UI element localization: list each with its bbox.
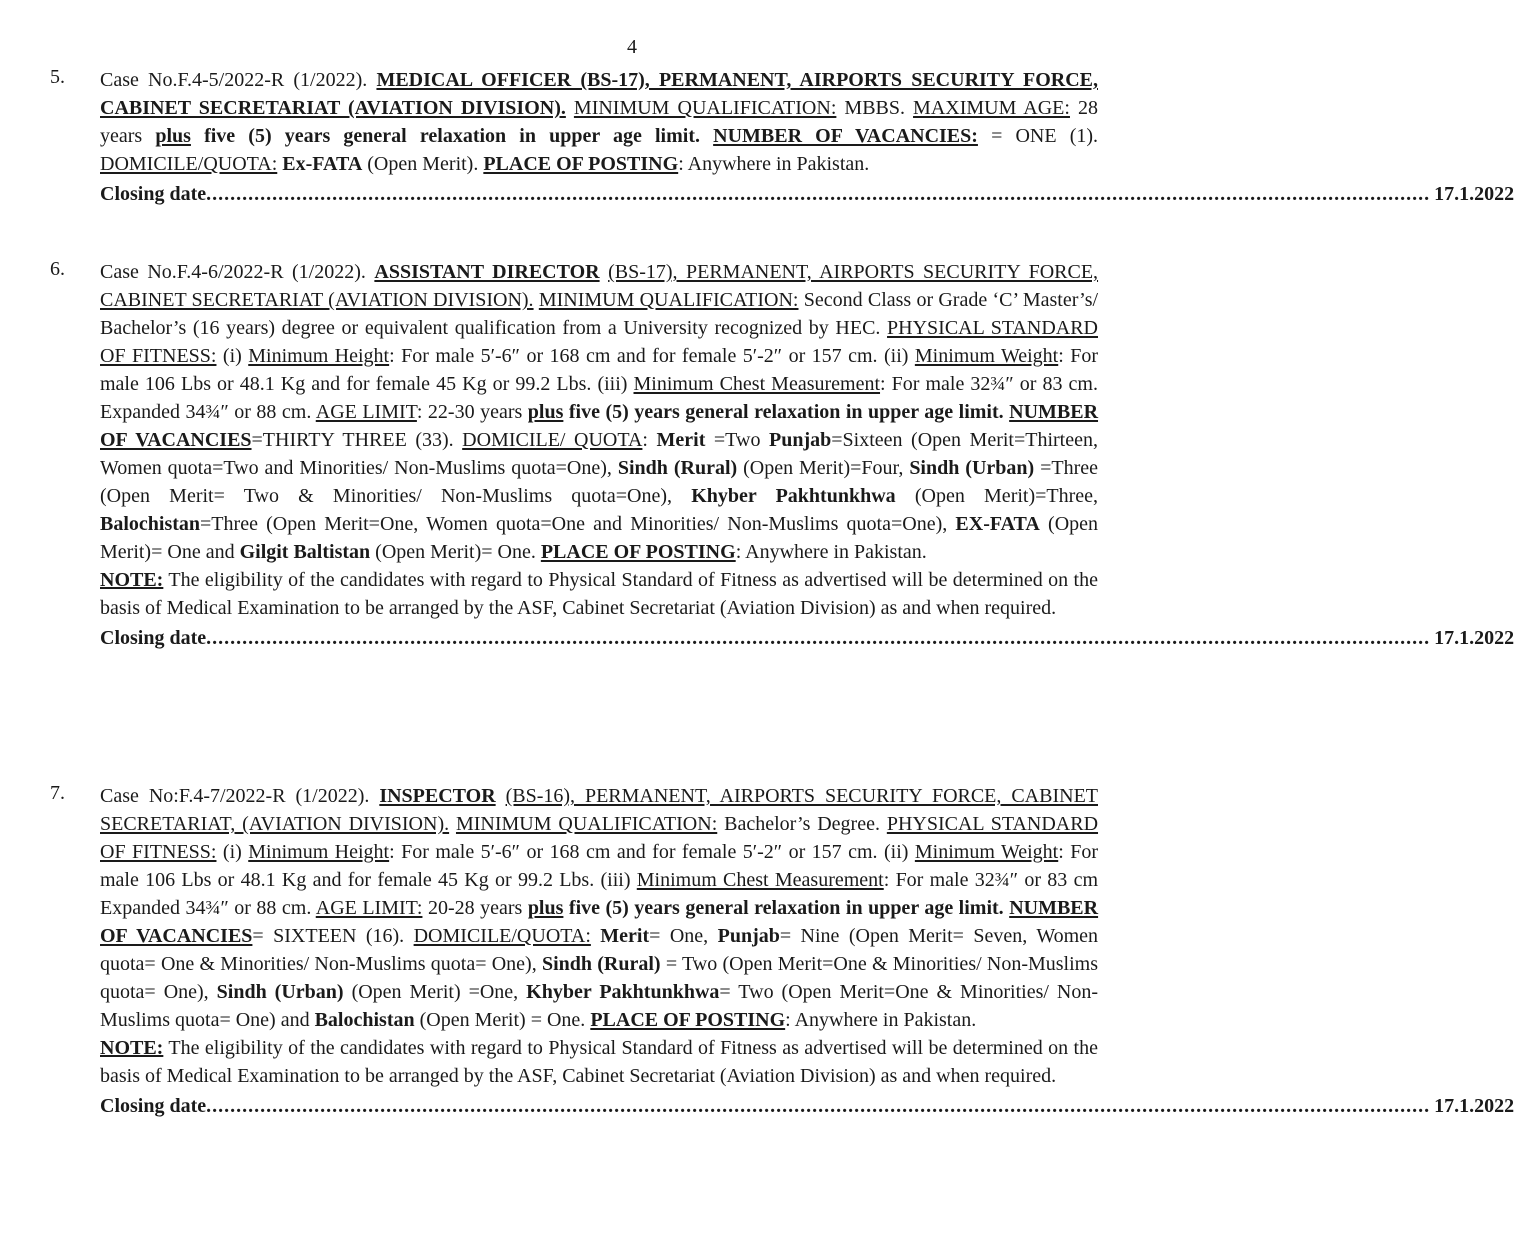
min-height-value: : For male 5′-6″ or 168 cm and for female 5′-2″ or 157 cm. (ii) bbox=[389, 345, 909, 367]
closing-date-row bbox=[100, 624, 1514, 652]
fitness-item-i: (i) bbox=[222, 345, 242, 367]
min-weight-value: : For male 106 Lbs or 48.1 Kg and for female 45 Kg or 99.2 Lbs. (iii) bbox=[100, 345, 1098, 395]
quota-sindh-urban-value: (Open Merit) =One, bbox=[351, 981, 519, 1003]
entry-number: 5. bbox=[50, 66, 65, 88]
quota-sindh-urban: Sindh (Urban) bbox=[216, 981, 344, 1003]
quota-merit: Merit bbox=[656, 429, 706, 451]
domicile-label: DOMICILE/QUOTA: bbox=[413, 925, 591, 947]
min-qual-value: Bachelor’s Degree. bbox=[724, 813, 880, 835]
domicile-detail: (Open Merit). bbox=[367, 153, 479, 175]
min-qual-value: Second Class or Grade ‘C’ Master’s/ Bachelor’s (16 years) degree or equivalent qualification from a University recognized by HEC. bbox=[100, 289, 1099, 339]
entry-text bbox=[100, 66, 1098, 178]
vacancies-value: = SIXTEEN (16). bbox=[252, 925, 405, 947]
plus-word: plus bbox=[527, 401, 564, 423]
min-weight-label: Minimum Weight bbox=[914, 841, 1059, 863]
note-label: NOTE: bbox=[100, 569, 164, 591]
posting-label: PLACE OF POSTING bbox=[540, 541, 736, 563]
quota-kp: Khyber Pakhtunkhwa bbox=[526, 981, 720, 1003]
case-number: Case No.F.4-5/2022-R (1/2022). bbox=[100, 69, 368, 91]
quota-sindh-rural: Sindh (Rural) bbox=[541, 953, 661, 975]
vacancies-label: NUMBER OF VACANCIES bbox=[100, 897, 1099, 947]
quota-kp-value: (Open Merit)=Three, bbox=[914, 485, 1099, 507]
note-text: The eligibility of the candidates with regard to Physical Standard of Fitness as advertised will be determined on the basis of Medical Examination to be arranged by the ASF, Cabinet Secretariat (Aviation Division) as and when required. bbox=[100, 1037, 1098, 1087]
min-qual-label: MINIMUM QUALIFICATION: bbox=[538, 289, 799, 311]
plus-word: plus bbox=[527, 897, 564, 919]
quota-ex-fata: EX-FATA bbox=[955, 513, 1040, 535]
entry-number: 6. bbox=[50, 258, 65, 280]
chest-label: Minimum Chest Measurement bbox=[633, 373, 881, 395]
post-title: MEDICAL OFFICER (BS-17), PERMANENT, AIRPORTS SECURITY FORCE, CABINET SECRETARIAT (AVIATION DIVISION). bbox=[100, 69, 1098, 119]
min-qual-value: MBBS. bbox=[844, 97, 905, 119]
quota-merit-value: =Two bbox=[713, 429, 761, 451]
post-title-detail: (BS-17), PERMANENT, AIRPORTS SECURITY FORCE, CABINET SECRETARIAT (AVIATION DIVISION). bbox=[100, 261, 1099, 311]
chest-value: : For male 32¾″ or 83 cm Expanded 34¾″ or 88 cm. bbox=[100, 869, 1098, 919]
entry-body bbox=[100, 66, 1514, 208]
quota-gilgit-baltistan: Gilgit Baltistan bbox=[239, 541, 371, 563]
min-qual-label: MINIMUM QUALIFICATION: bbox=[455, 813, 718, 835]
max-age-label: MAXIMUM AGE: bbox=[913, 97, 1070, 119]
closing-date: 17.1.2022 bbox=[1434, 1095, 1514, 1117]
leader-dots: ............................................................................................................................................................................................................ bbox=[206, 183, 1431, 205]
age-limit-label: AGE LIMIT: bbox=[315, 897, 423, 919]
closing-date-row bbox=[100, 1092, 1514, 1120]
min-weight-value: : For male 106 Lbs or 48.1 Kg and for female 45 Kg or 99.2 Lbs. (iii) bbox=[100, 841, 1098, 891]
posting-value: : Anywhere in Pakistan. bbox=[735, 541, 927, 563]
closing-date: 17.1.2022 bbox=[1434, 627, 1514, 649]
post-title: INSPECTOR bbox=[379, 785, 496, 807]
vacancies-label: NUMBER OF VACANCIES bbox=[100, 401, 1099, 451]
quota-balochistan: Balochistan bbox=[100, 513, 201, 535]
note-text: The eligibility of the candidates with regard to Physical Standard of Fitness as advertised will be determined on the basis of Medical Examination to be arranged by the ASF, Cabinet Secretariat (Aviation Division) as and when required. bbox=[100, 569, 1098, 619]
chest-label: Minimum Chest Measurement bbox=[636, 869, 884, 891]
quota-punjab: Punjab bbox=[717, 925, 780, 947]
quota-sindh-rural-value: (Open Merit)=Four, bbox=[743, 457, 904, 479]
quota-kp: Khyber Pakhtunkhwa bbox=[691, 485, 896, 507]
posting-label: PLACE OF POSTING bbox=[590, 1009, 786, 1031]
post-title: ASSISTANT DIRECTOR bbox=[374, 261, 600, 283]
case-number: Case No.F.4-6/2022-R (1/2022). bbox=[100, 261, 366, 283]
note-paragraph bbox=[100, 566, 1098, 622]
quota-merit-value: = One, bbox=[649, 925, 709, 947]
posting-value: : Anywhere in Pakistan. bbox=[678, 153, 870, 175]
quota-sindh-rural-value: = Two (Open Merit=One & Minorities/ Non-Muslims quota= One), bbox=[100, 953, 1099, 1003]
page-number: 4 bbox=[627, 36, 637, 58]
quota-kp-value: = Two (Open Merit=One & Minorities/ Non-Muslims quota= One) and bbox=[100, 981, 1099, 1031]
closing-date-row bbox=[100, 180, 1514, 208]
domicile-label: DOMICILE/QUOTA: bbox=[100, 153, 278, 175]
quota-balochistan-value: =Three (Open Merit=One, Women quota=One and Minorities/ Non-Muslims quota=One), bbox=[200, 513, 948, 535]
posting-label: PLACE OF POSTING bbox=[483, 153, 679, 175]
closing-date: 17.1.2022 bbox=[1434, 183, 1514, 205]
entry-text bbox=[100, 782, 1098, 1034]
min-height-value: : For male 5′-6″ or 168 cm and for female 5′-2″ or 157 cm. (ii) bbox=[389, 841, 909, 863]
closing-label: Closing date bbox=[100, 1095, 207, 1117]
leader-dots: ............................................................................................................................................................................................................ bbox=[206, 1095, 1431, 1117]
closing-label: Closing date bbox=[100, 183, 207, 205]
fitness-label: PHYSICAL STANDARD OF FITNESS: bbox=[100, 317, 1098, 367]
domicile-region: Ex-FATA bbox=[282, 153, 363, 175]
vacancies-label: NUMBER OF VACANCIES: bbox=[713, 125, 978, 147]
relaxation-text: five (5) years general relaxation in upper age limit. bbox=[204, 125, 700, 147]
entry-number: 7. bbox=[50, 782, 65, 804]
domicile-label: DOMICILE/ QUOTA bbox=[462, 429, 643, 451]
quota-sindh-rural: Sindh (Rural) bbox=[617, 457, 738, 479]
relaxation-text: five (5) years general relaxation in upper age limit. bbox=[568, 401, 1004, 423]
vacancies-value: =THIRTY THREE (33). bbox=[251, 429, 454, 451]
quota-punjab-value: =Sixteen (Open Merit=Thirteen, Women quota=Two and Minorities/ Non-Muslims quota=One), bbox=[100, 429, 1098, 479]
min-height-label: Minimum Height bbox=[248, 345, 390, 367]
closing-label: Closing date bbox=[100, 627, 207, 649]
note-paragraph bbox=[100, 1034, 1098, 1090]
quota-balochistan: Balochistan bbox=[314, 1009, 415, 1031]
quota-balochistan-value: (Open Merit) = One. bbox=[419, 1009, 586, 1031]
plus-word: plus bbox=[155, 125, 191, 147]
entry-text: Case No.F.4-6/2022-R (1/2022). ASSISTANT DIRECTOR (BS-17), PERMANENT, AIRPORTS SECURITY FORCE, CABINET SECRETARIAT (AVIATION DIVISION). MINIMUM QUALIFICATION: Second Class or Grade ‘C’ Master’s/ Bachelor’s (16 years) degree or equivalent qualification from a University recognized by HEC. PHYSICAL STANDARD OF FITNESS: (i) Minimum Height: For male 5′-6″ or 168 cm and for female 5′-2″ or 157 cm. (ii) Minimum Weight: For male 106 Lbs or 48.1 Kg and for female 45 Kg or 99.2 Lbs. (iii) Minimum Chest Measurement: For male 32¾″ or 83 cm. Expanded 34¾″ or 88 cm. AGE LIMIT: 22-30 years plus five (5) years general relaxation in upper age limit. NUMBER OF VACANCIES=THIRTY THREE (33). DOMICILE/ QUOTA: Merit =Two Punjab=Sixteen (Open Merit=Thirteen, Women quota=Two and Minorities/ Non-Muslims quota=One), Sindh (Rural) (Open Merit)=Four, Sindh (Urban) =Three (Open Merit= Two & Minorities/ Non-Muslims quota=One), Khyber Pakhtunkhwa (Open Merit)=Three, Balochistan=Three (Open Merit=One, Women quota=One and Minorities/ Non-Muslims quota=One), EX-FATA (Open Merit)= One and Gilgit Baltistan (Open Merit)= One. PLACE OF POSTING: Anywhere in Pakistan. bbox=[100, 261, 1099, 563]
quota-gilgit-baltistan-value: (Open Merit)= One. bbox=[375, 541, 536, 563]
quota-punjab: Punjab bbox=[768, 429, 832, 451]
entry-body bbox=[100, 782, 1514, 1120]
quota-punjab-value: = Nine (Open Merit= Seven, Women quota= One & Minorities/ Non-Muslims quota= One), bbox=[100, 925, 1099, 975]
post-title-detail: (BS-16), PERMANENT, AIRPORTS SECURITY FORCE, CABINET SECRETARIAT, (AVIATION DIVISION). bbox=[100, 785, 1098, 835]
min-weight-label: Minimum Weight bbox=[914, 345, 1059, 367]
quota-sindh-urban-value: =Three (Open Merit= Two & Minorities/ Non-Muslims quota=One), bbox=[100, 457, 1099, 507]
entry-body bbox=[100, 258, 1514, 652]
quota-merit: Merit bbox=[600, 925, 650, 947]
fitness-label: PHYSICAL STANDARD OF FITNESS: bbox=[100, 813, 1099, 863]
min-qual-label: MINIMUM QUALIFICATION: bbox=[573, 97, 837, 119]
leader-dots: ............................................................................................................................................................................................................ bbox=[206, 627, 1431, 649]
quota-ex-fata-value: (Open Merit)= One and bbox=[100, 513, 1099, 563]
max-age-value: 28 years bbox=[100, 97, 1098, 147]
age-limit-value: : 22-30 years bbox=[416, 401, 523, 423]
vacancies-value: = ONE (1). bbox=[991, 125, 1099, 147]
age-limit-value: 20-28 years bbox=[427, 897, 523, 919]
age-limit-label: AGE LIMIT bbox=[315, 401, 417, 423]
fitness-item-i: (i) bbox=[222, 841, 242, 863]
min-height-label: Minimum Height bbox=[248, 841, 390, 863]
quota-sindh-urban: Sindh (Urban) bbox=[909, 457, 1035, 479]
relaxation-text: five (5) years general relaxation in upper age limit. bbox=[568, 897, 1004, 919]
chest-value: : For male 32¾″ or 83 cm. Expanded 34¾″ or 88 cm. bbox=[100, 373, 1098, 423]
posting-value: : Anywhere in Pakistan. bbox=[785, 1009, 977, 1031]
case-number: Case No:F.4-7/2022-R (1/2022). bbox=[100, 785, 370, 807]
note-label: NOTE: bbox=[100, 1037, 164, 1059]
